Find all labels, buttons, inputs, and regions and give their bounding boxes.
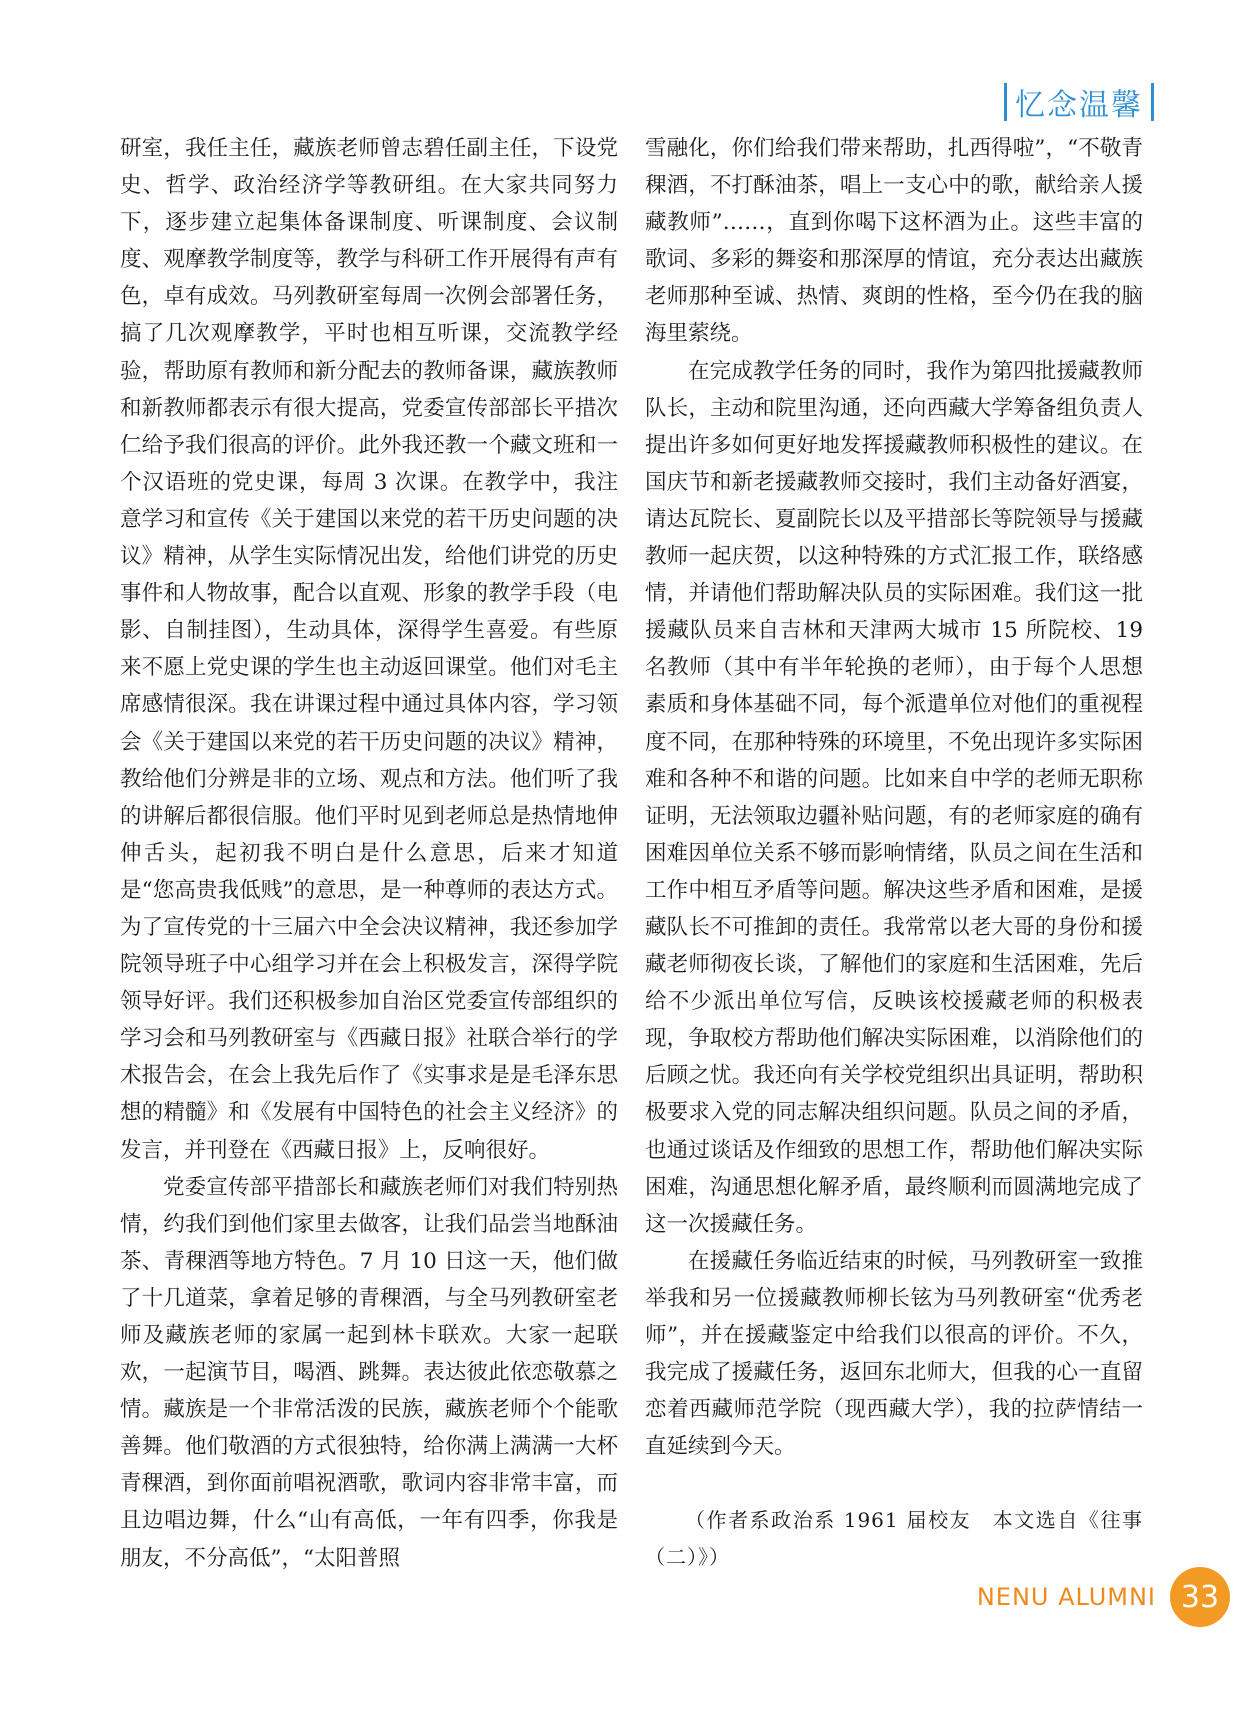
right-column	[645, 130, 1143, 1577]
page-footer	[977, 1567, 1230, 1627]
section-label: 忆念温馨	[1015, 88, 1143, 123]
paragraph: 在完成教学任务的同时，我作为第四批援藏教师队长，主动和院里沟通，还向西藏大学筹备组负责人提出许多如何更好地发挥援藏教师积极性的建议。在国庆节和新老援藏教师交接时，我们主动备好酒宴，请达瓦院长、夏副院长以及平措部长等院领导与援藏教师一起庆贺，以这种特殊的方式汇报工作，联络感情，并请他们帮助解决队员的实际困难。我们这一批援藏队员来自吉林和天津两大城市 15 所院校、19 名教师（其中有半年轮换的老师），由于每个人思想素质和身体基础不同，每个派遣单位对他们的重视程度不同，在那种特殊的环境里，不免出现许多实际困难和各种不和谐的问题。比如来自中学的老师无职称证明，无法领取边疆补贴问题，有的老师家庭的确有困难因单位关系不够而影响情绪，队员之间在生活和工作中相互矛盾等问题。解决这些矛盾和困难，是援藏队长不可推卸的责任。我常常以老大哥的身份和援藏老师彻夜长谈，了解他们的家庭和生活困难，先后给不少派出单位写信，反映该校援藏老师的积极表现，争取校方帮助他们解决实际困难，以消除他们的后顾之忧。我还向有关学校党组织出具证明，帮助积极要求入党的同志解决组织问题。队员之间的矛盾，也通过谈话及作细致的思想工作，帮助他们解决实际困难，沟通思想化解矛盾，最终顺利而圆满地完成了这一次援藏任务。	[645, 358, 1143, 1237]
paragraph: 在援藏任务临近结束的时候，马列教研室一致推举我和另一位援藏教师柳长铉为马列教研室“优秀老师”，并在援藏鉴定中给我们以很高的评价。不久，我完成了援藏任务，返回东北师大，但我的心一直留恋着西藏师范学院（现西藏大学），我的拉萨情结一直延续到今天。	[645, 1248, 1143, 1460]
paragraph: 雪融化，你们给我们带来帮助，扎西得啦”，“不敬青稞酒，不打酥油茶，唱上一支心中的歌，献给亲人援藏教师”……，直到你喝下这杯酒为止。这些丰富的歌词、多彩的舞姿和那深厚的情谊，充分表达出藏族老师那种至诚、热情、爽朗的性格，至今仍在我的脑海里萦绕。	[645, 136, 1143, 347]
page-number: 33	[1170, 1567, 1230, 1627]
journal-name: NENU ALUMNI	[976, 1583, 1156, 1611]
paragraph: 党委宣传部平措部长和藏族老师们对我们特别热情，约我们到他们家里去做客，让我们品尝当地酥油茶、青稞酒等地方特色。7 月 10 日这一天，他们做了十几道菜，拿着足够的青稞酒，与全马列教研室老师及藏族老师的家属一起到林卡联欢。大家一起联欢，一起演节目，喝酒、跳舞。表达彼此依恋敬慕之情。藏族是一个非常活泼的民族，藏族老师个个能歌善舞。他们敬酒的方式很独特，给你满上满满一大杯青稞酒，到你面前唱祝酒歌，歌词内容非常丰富，而且边唱边舞，什么“山有高低，一年有四季，你我是朋友，不分高低”，“太阳普照	[120, 1174, 618, 1571]
left-column	[120, 130, 618, 1577]
author-note: （作者系政治系 1961 届校友 本文选自《往事（二）》）	[645, 1508, 1143, 1570]
section-header	[1004, 80, 1154, 124]
header-divider-right	[1151, 83, 1154, 121]
header-divider-left	[1004, 83, 1007, 121]
paragraph: 研室，我任主任，藏族老师曾志碧任副主任，下设党史、哲学、政治经济学等教研组。在大家共同努力下，逐步建立起集体备课制度、听课制度、会议制度、观摩教学制度等，教学与科研工作开展得有声有色，卓有成效。马列教研室每周一次例会部署任务，搞了几次观摩教学，平时也相互听课，交流教学经验，帮助原有教师和新分配去的教师备课，藏族教师和新教师都表示有很大提高，党委宣传部部长平措次仁给予我们很高的评价。此外我还教一个藏文班和一个汉语班的党史课，每周 3 次课。在教学中，我注意学习和宣传《关于建国以来党的若干历史问题的决议》精神，从学生实际情况出发，给他们讲党的历史事件和人物故事，配合以直观、形象的教学手段（电影、自制挂图），生动具体，深得学生喜爱。有些原来不愿上党史课的学生也主动返回课堂。他们对毛主席感情很深。我在讲课过程中通过具体内容，学习领会《关于建国以来党的若干历史问题的决议》精神，教给他们分辨是非的立场、观点和方法。他们听了我的讲解后都很信服。他们平时见到老师总是热情地伸伸舌头，起初我不明白是什么意思，后来才知道是“您高贵我低贱”的意思，是一种尊师的表达方式。为了宣传党的十三届六中全会决议精神，我还参加学院领导班子中心组学习并在会上积极发言，深得学院领导好评。我们还积极参加自治区党委宣传部组织的学习会和马列教研室与《西藏日报》社联合举行的学术报告会，在会上我先后作了《实事求是是毛泽东思想的精髓》和《发展有中国特色的社会主义经济》的发言，并刊登在《西藏日报》上，反响很好。	[120, 136, 618, 1163]
